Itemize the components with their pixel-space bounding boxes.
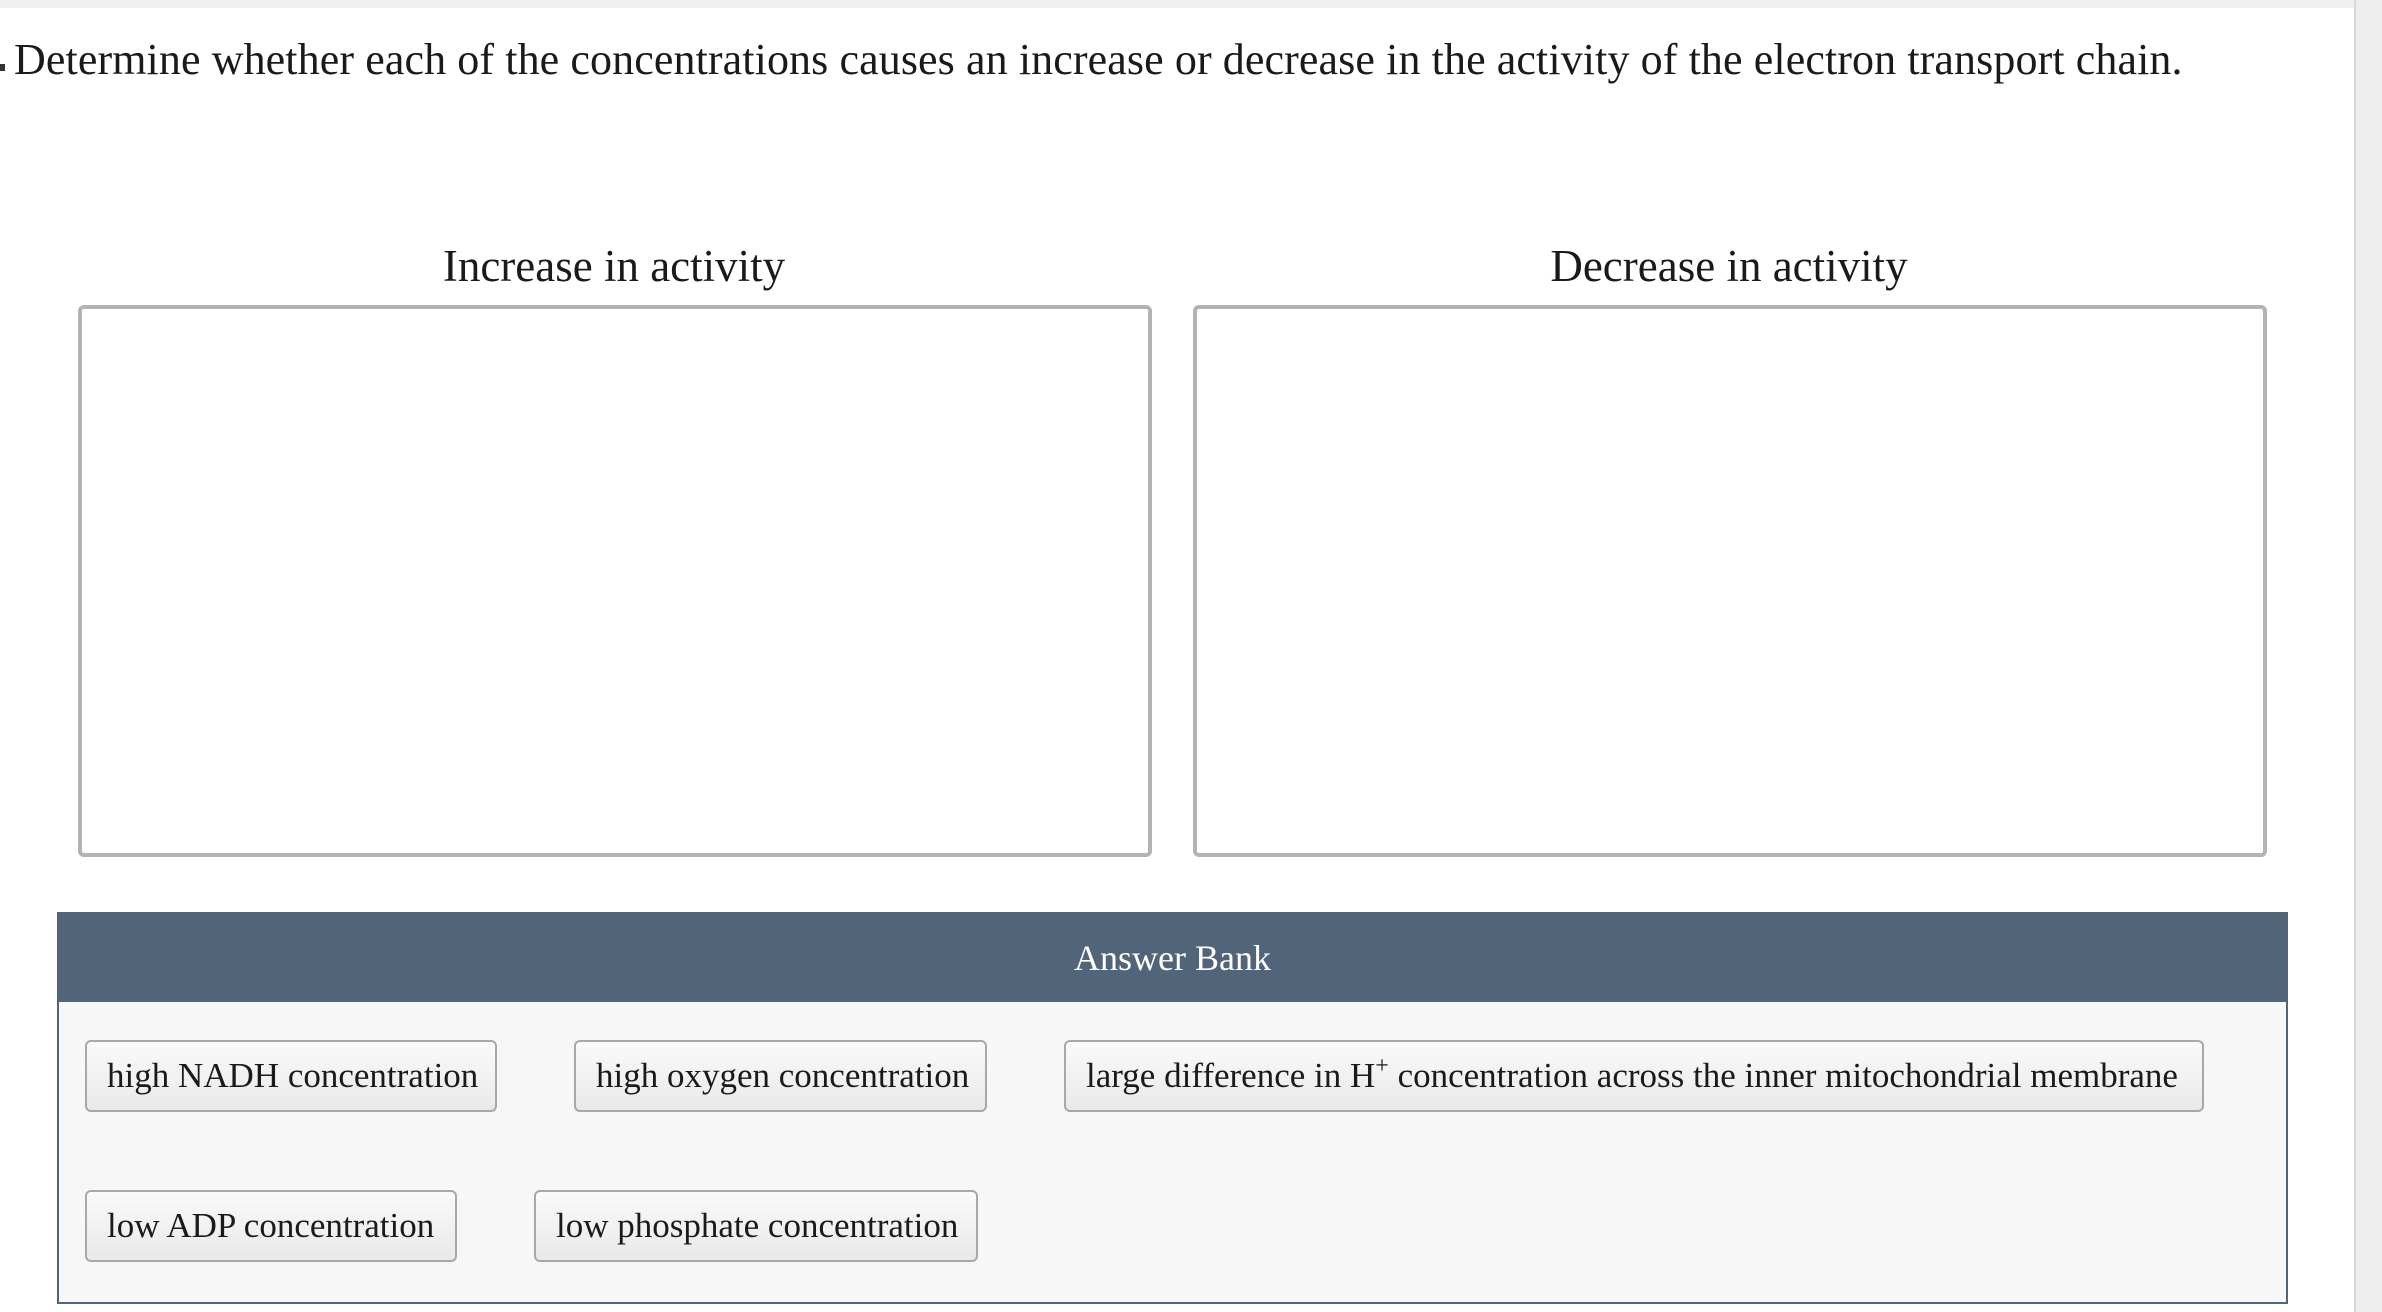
superscript-plus: + bbox=[1375, 1053, 1389, 1079]
question-prompt: Determine whether each of the concentrations causes an increase or decrease in the activity of the electron transport chain. bbox=[14, 35, 2183, 84]
answer-chip-label bbox=[1086, 1053, 2178, 1096]
answer-chip-low-phosphate[interactable] bbox=[534, 1190, 978, 1262]
answer-chip-label: low phosphate concentration bbox=[556, 1206, 959, 1245]
answer-bank-header bbox=[59, 914, 2286, 1002]
top-strip bbox=[0, 0, 2354, 8]
answer-bank bbox=[57, 912, 2288, 1304]
answer-chip-label-part: large difference in H bbox=[1086, 1056, 1376, 1095]
answer-chip-low-adp[interactable] bbox=[85, 1190, 457, 1262]
answer-bank-title: Answer Bank bbox=[1074, 938, 1271, 978]
answer-chip-high-nadh[interactable] bbox=[85, 1040, 497, 1112]
answer-chip-label: low ADP concentration bbox=[107, 1206, 435, 1245]
answer-chip-high-oxygen[interactable] bbox=[574, 1040, 987, 1112]
answer-chip-label: high oxygen concentration bbox=[596, 1056, 970, 1095]
answer-chip-label-part: concentration across the inner mitochondrial membrane bbox=[1388, 1056, 2178, 1095]
bin-title-increase: Increase in activity bbox=[442, 241, 786, 291]
answer-chip-h-gradient[interactable] bbox=[1064, 1040, 2204, 1112]
question-marker bbox=[0, 64, 5, 71]
drop-zone-decrease[interactable] bbox=[1193, 305, 2267, 857]
scrollbar-track[interactable] bbox=[2354, 0, 2382, 1312]
answer-chip-label: high NADH concentration bbox=[107, 1056, 479, 1095]
bin-title-decrease: Decrease in activity bbox=[1550, 241, 1908, 291]
drop-zone-increase[interactable] bbox=[78, 305, 1152, 857]
